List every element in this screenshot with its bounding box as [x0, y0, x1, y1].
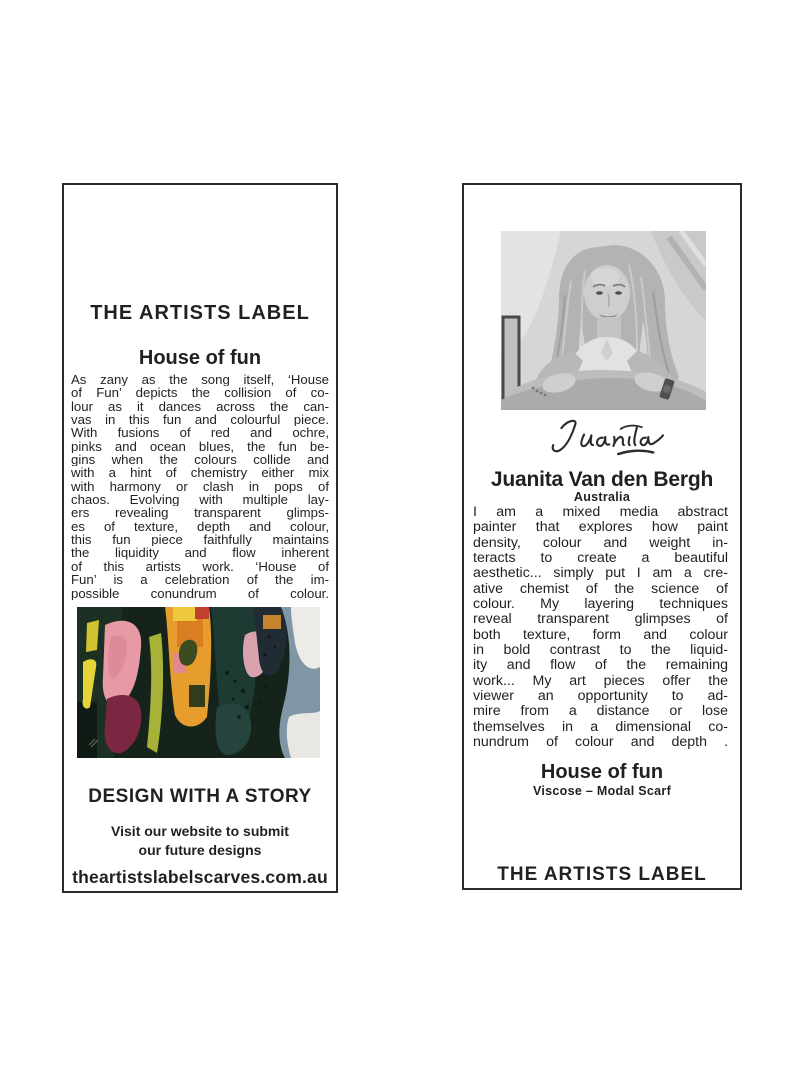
- text-line: this fun piece faithfully maintains: [71, 533, 329, 547]
- text-line: with harmony or clash in pops of: [71, 479, 329, 494]
- text-line: pinks and ocean blues, the fun be-: [71, 439, 329, 454]
- text-line: chaos. Evolving with multiple lay-: [71, 493, 329, 507]
- product-material: Viscose – Modal Scarf: [532, 784, 672, 798]
- abstract-painting-graphic: [77, 607, 320, 758]
- artist-photo: [501, 231, 706, 410]
- text-line: I am a mixed media abstract: [473, 505, 728, 520]
- brand-tagline: DESIGN WITH A STORY: [88, 786, 312, 807]
- artwork-title: House of fun: [138, 347, 262, 369]
- artist-signature: [537, 415, 667, 463]
- text-line: As zany as the song itself, ‘House: [71, 373, 329, 387]
- text-line: both texture, form and colour: [473, 627, 728, 643]
- text-line: nundrum of colour and depth .: [473, 735, 728, 751]
- text-line: ity and flow of the remaining: [473, 658, 728, 674]
- text-line: possible conundrum of colour.: [71, 586, 329, 600]
- text-line: work... My art pieces offer the: [473, 673, 728, 689]
- artist-country: Australia: [573, 490, 631, 504]
- text-line: in bold contrast to the liquid-: [473, 643, 728, 659]
- text-line: gins when the colours collide and: [71, 453, 329, 467]
- text-line: mire from a distance or lose: [473, 704, 728, 720]
- text-line: Visit our website to submit: [111, 823, 289, 839]
- website-url: theartistslabelscarves.com.au: [72, 867, 328, 887]
- text-line: of Fun’ depicts the collision of co-: [71, 386, 329, 400]
- text-line: of this artists work. ‘House of: [71, 559, 329, 574]
- signature-graphic: [537, 415, 667, 463]
- text-line: lour as it dances across the can-: [71, 399, 329, 414]
- brand-title: THE ARTISTS LABEL: [90, 302, 310, 324]
- artist-portrait-graphic: [501, 231, 706, 410]
- text-line: With fusions of red and ochre,: [71, 426, 329, 440]
- website-cta: [64, 822, 336, 860]
- label-card-back: [462, 183, 742, 890]
- text-line: reveal transparent glimpses of: [473, 612, 728, 628]
- text-line: the liquidity and flow inherent: [71, 546, 329, 560]
- text-line: themselves in a dimensional co-: [473, 719, 728, 735]
- text-line: painter that explores how paint: [473, 520, 728, 536]
- artwork-description: [71, 373, 329, 600]
- text-line: viewer an opportunity to ad-: [473, 689, 728, 705]
- text-line: colour. My layering techniques: [473, 597, 728, 613]
- text-line: es of texture, depth and colour,: [71, 519, 329, 534]
- text-line: ers revealing transparent glimps-: [71, 506, 329, 520]
- text-line: aesthetic... simply put I am a cre-: [473, 566, 728, 582]
- artist-bio: [473, 505, 728, 751]
- text-line: ative chemist of the science of: [473, 581, 728, 597]
- text-line: density, colour and weight in-: [473, 535, 728, 551]
- brand-title-bottom: THE ARTISTS LABEL: [497, 864, 707, 885]
- text-line: Fun’ is a celebration of the im-: [71, 573, 329, 587]
- text-line: teracts to create a beautiful: [473, 551, 728, 567]
- artwork-image: [77, 607, 320, 758]
- text-line: with a hint of chemistry either mix: [71, 466, 329, 480]
- text-line: our future designs: [138, 842, 262, 858]
- product-title: House of fun: [540, 761, 664, 783]
- text-line: vas in this fun and colourful piece.: [71, 413, 329, 427]
- artist-name: Juanita Van den Bergh: [490, 468, 714, 491]
- label-card-front: [62, 183, 338, 893]
